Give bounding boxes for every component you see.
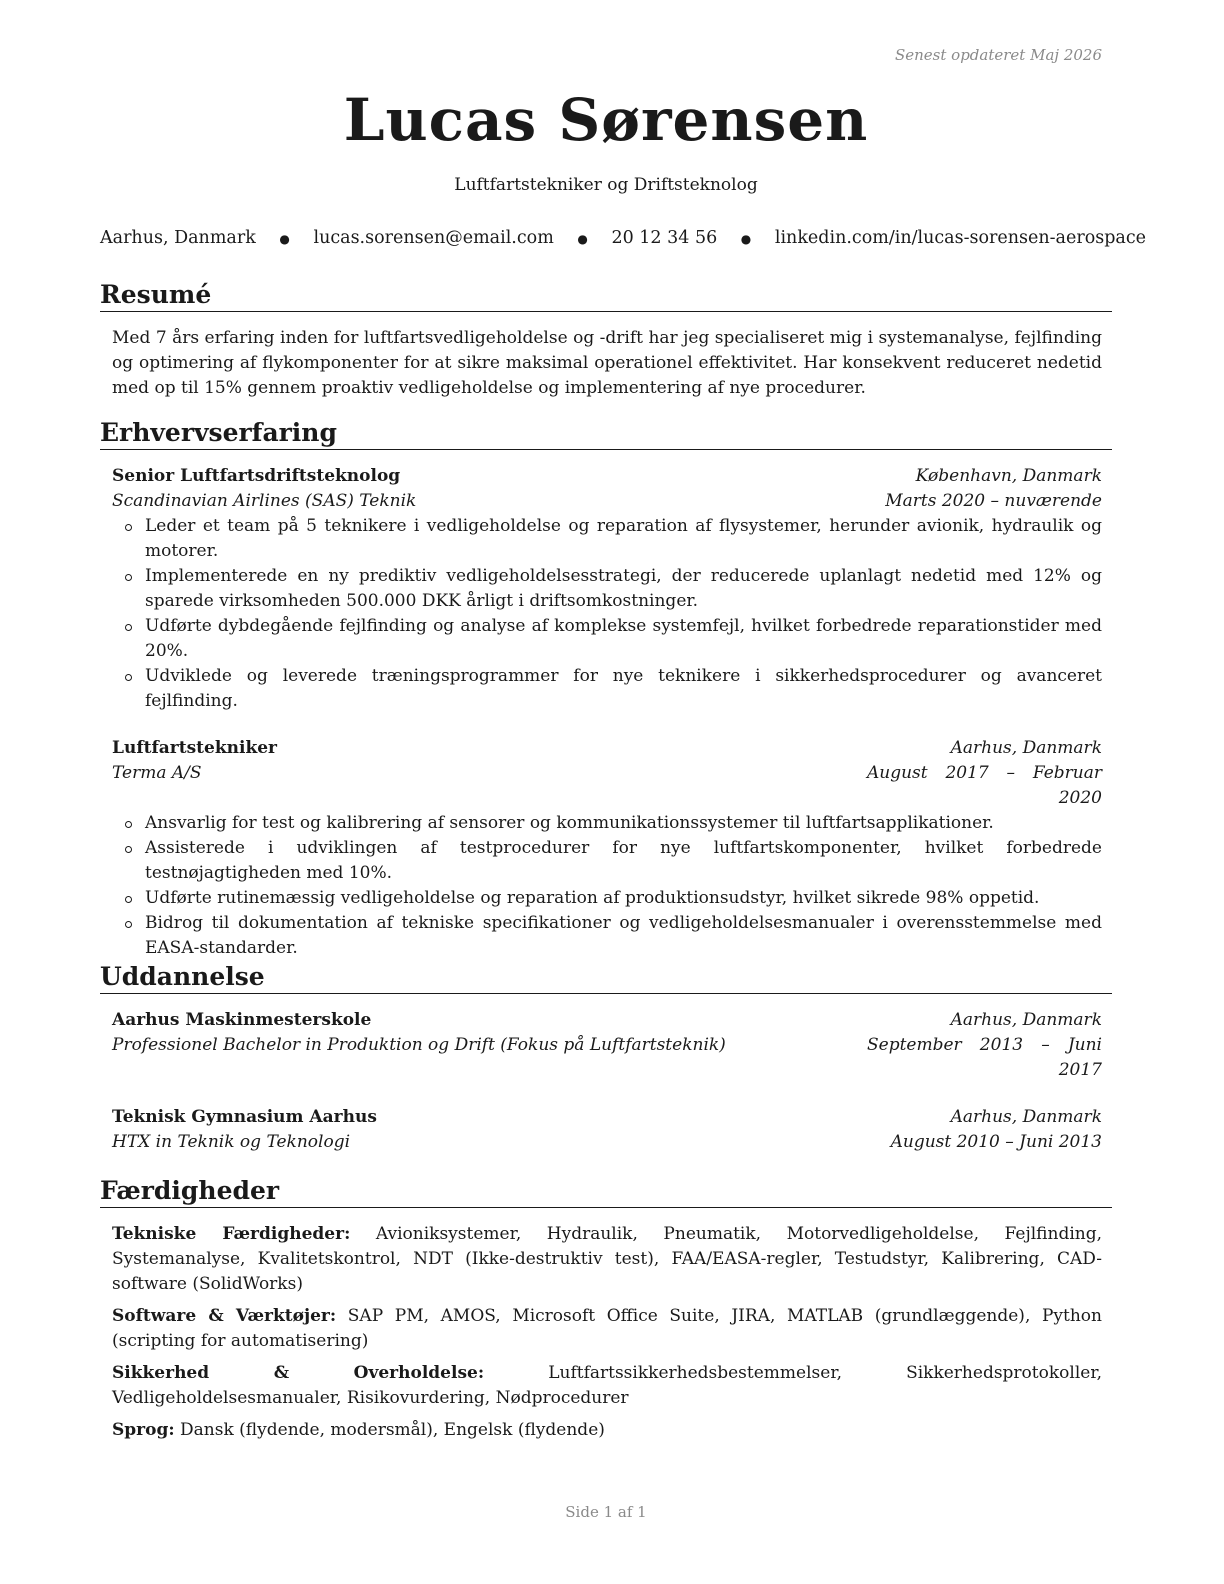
- job-dates: Marts 2020 – nuværende: [885, 491, 1102, 511]
- education-entry: [112, 1008, 1102, 1083]
- job-location: Aarhus, Danmark: [950, 738, 1102, 758]
- section-title-experience: Erhvervserfaring: [100, 418, 1112, 450]
- skill-group-text: Avioniksystemer, Hydraulik, Pneumatik, Motorvedligeholdelse, Fejlfinding, Systemanalyse, Kvalitetskontrol, NDT (Ikke-destruktiv test), FAA/EASA-regler, Testudstyr, Kalibrering, CAD-software (SolidWorks): [112, 1224, 1103, 1294]
- job-company: Scandinavian Airlines (SAS) Teknik: [112, 491, 417, 511]
- list-item: Leder et team på 5 teknikere i vedligeholdelse og reparation af flysystemer, herunder avionik, hydraulik og motorer.: [145, 514, 1102, 564]
- skill-group-label: Software & Værktøjer:: [112, 1306, 337, 1326]
- education-dates: August 2010 – Juni 2013: [890, 1132, 1102, 1152]
- school-name: Aarhus Maskinmesterskole: [112, 1010, 372, 1030]
- degree-name: HTX in Teknik og Teknologi: [112, 1132, 351, 1152]
- job-role: Senior Luftfartsdriftsteknolog: [112, 466, 401, 486]
- contact-line: [100, 228, 1146, 248]
- list-item: Udførte dybdegående fejlfinding og analyse af komplekse systemfejl, hvilket forbedrede reparationstider med 20%.: [145, 614, 1102, 664]
- job-entry: [112, 736, 1102, 961]
- contact-linkedin[interactable]: linkedin.com/in/lucas-sorensen-aerospace: [774, 228, 1146, 248]
- school-location: Aarhus, Danmark: [950, 1010, 1102, 1030]
- skill-group: [112, 1222, 1102, 1297]
- job-dates: August 2017 – Februar 2020: [867, 763, 1102, 808]
- summary-section: [100, 280, 1112, 401]
- skill-group-label: Tekniske Færdigheder:: [112, 1224, 351, 1244]
- skills-section: [100, 1176, 1112, 1443]
- resume-page: [100, 0, 1146, 1584]
- list-item: Udviklede og leverede træningsprogrammer for nye teknikere i sikkerhedsprocedurer og avanceret fejlfinding.: [145, 664, 1102, 714]
- degree-name: Professionel Bachelor in Produktion og Drift (Fokus på Luftfartsteknik): [112, 1035, 726, 1055]
- job-entry: [112, 464, 1102, 714]
- list-item: Implementerede en ny prediktiv vedligeholdelsesstrategi, der reducerede uplanlagt nedetid med 12% og sparede virksomheden 500.000 DKK årligt i driftsomkostninger.: [145, 564, 1102, 614]
- section-title-education: Uddannelse: [100, 962, 1112, 994]
- list-item: Assisterede i udviklingen af testprocedurer for nye luftfartskomponenter, hvilket forbedrede testnøjagtigheden med 10%.: [145, 836, 1102, 886]
- job-company: Terma A/S: [112, 763, 202, 783]
- job-bullets: [112, 514, 1102, 714]
- bullet-separator-icon: ●: [279, 231, 290, 246]
- skill-group: [112, 1418, 1102, 1443]
- contact-phone: 20 12 34 56: [611, 228, 718, 248]
- bullet-separator-icon: ●: [577, 231, 588, 246]
- education-section: [100, 962, 1112, 1155]
- skill-group-label: Sprog:: [112, 1420, 175, 1440]
- section-title-summary: Resumé: [100, 280, 1112, 312]
- education-dates: September 2013 – Juni 2017: [867, 1035, 1102, 1080]
- skill-group: [112, 1304, 1102, 1354]
- section-title-skills: Færdigheder: [100, 1176, 1112, 1208]
- bullet-separator-icon: ●: [740, 231, 752, 246]
- skill-group-label: Sikkerhed & Overholdelse:: [112, 1363, 485, 1383]
- skill-group-text: Dansk (flydende, modersmål), Engelsk (flydende): [180, 1420, 605, 1440]
- list-item: Bidrog til dokumentation af tekniske specifikationer og vedligeholdelsesmanualer i overensstemmelse med EASA-standarder.: [145, 911, 1102, 961]
- list-item: Udførte rutinemæssig vedligeholdelse og reparation af produktionsudstyr, hvilket sikrede 98% oppetid.: [145, 886, 1102, 911]
- school-name: Teknisk Gymnasium Aarhus: [112, 1107, 377, 1127]
- list-item: Ansvarlig for test og kalibrering af sensorer og kommunikationssystemer til luftfartsapplikationer.: [145, 811, 1102, 836]
- job-role: Luftfartstekniker: [112, 738, 278, 758]
- skill-group-text: Luftfartssikkerhedsbestemmelser, Sikkerhedsprotokoller, Vedligeholdelsesmanualer, Risikovurdering, Nødprocedurer: [112, 1363, 1102, 1408]
- skill-group-text: SAP PM, AMOS, Microsoft Office Suite, JIRA, MATLAB (grundlæggende), Python (scripting for automatisering): [112, 1306, 1102, 1351]
- page-number: Side 1 af 1: [565, 1503, 647, 1521]
- education-entry: [112, 1105, 1102, 1155]
- experience-section: [100, 418, 1112, 961]
- school-location: Aarhus, Danmark: [950, 1107, 1102, 1127]
- contact-location: Aarhus, Danmark: [100, 228, 256, 248]
- contact-email[interactable]: lucas.sorensen@email.com: [313, 228, 554, 248]
- last-updated: Senest opdateret Maj 2026: [894, 46, 1102, 64]
- job-bullets: [112, 811, 1102, 961]
- summary-text: Med 7 års erfaring inden for luftfartsvedligeholdelse og -drift har jeg specialiseret mig i systemanalyse, fejlfinding og optimering af flykomponenter for at sikre maksimal operationel effektivitet. Har konsekvent reduceret nedetid med op til 15% gennem proaktiv vedligeholdelse og implementering af nye procedurer.: [112, 328, 1102, 398]
- job-location: København, Danmark: [915, 466, 1102, 486]
- candidate-subtitle: Luftfartstekniker og Driftsteknolog: [454, 175, 758, 195]
- skill-group: [112, 1361, 1102, 1411]
- candidate-name: Lucas Sørensen: [343, 86, 869, 154]
